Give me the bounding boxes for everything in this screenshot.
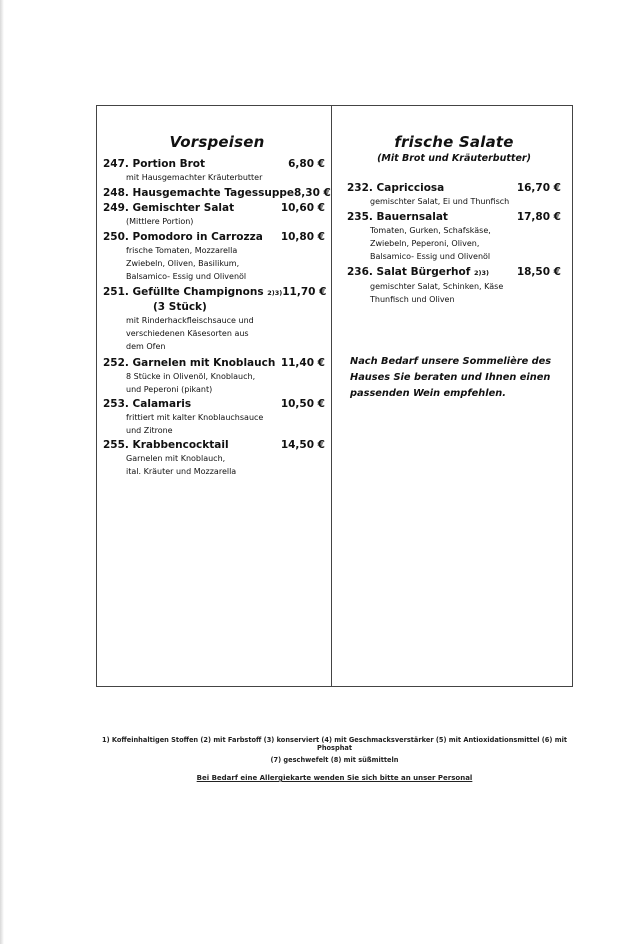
menu-item-line bbox=[103, 201, 325, 215]
menu-item-description: und Zitrone bbox=[126, 426, 173, 435]
menu-item-price: 10,80 € bbox=[280, 231, 325, 243]
menu-item-description: Thunfisch und Oliven bbox=[370, 295, 455, 304]
menu-item-name: 250. Pomodoro in Carrozza bbox=[103, 231, 263, 243]
menu-item bbox=[103, 201, 325, 228]
menu-item-line bbox=[103, 285, 325, 300]
menu-item-description: gemischter Salat, Schinken, Käse bbox=[370, 282, 504, 291]
menu-item-line bbox=[347, 210, 561, 224]
menu-item bbox=[103, 157, 325, 184]
menu-item-name: 232. Capricciosa bbox=[347, 182, 445, 194]
menu-item-line bbox=[103, 186, 331, 200]
menu-item-description: (Mittlere Portion) bbox=[126, 217, 194, 226]
page-edge-shadow bbox=[0, 0, 4, 944]
menu-item bbox=[103, 438, 325, 478]
menu-item-description: Garnelen mit Knoblauch, bbox=[126, 454, 226, 463]
menu-item-name: 236. Salat Bürgerhof 2)3) bbox=[347, 266, 489, 278]
menu-item-price: 8,30 € bbox=[293, 187, 331, 199]
menu-item-line bbox=[347, 181, 561, 195]
menu-item-price: 11,70 € bbox=[282, 286, 327, 298]
allergen-codes: 2)3) bbox=[473, 269, 489, 277]
menu-item-description: Balsamico- Essig und Olivenöl bbox=[126, 272, 247, 281]
menu-item bbox=[103, 230, 325, 283]
menu-item-name: 247. Portion Brot bbox=[103, 158, 206, 170]
menu-item-price: 11,40 € bbox=[280, 357, 325, 369]
sommelier-note-line: Hauses Sie beraten und Ihnen einen bbox=[350, 372, 551, 383]
menu-item-line bbox=[103, 230, 325, 244]
menu-item-description: Zwiebeln, Oliven, Basilikum, bbox=[126, 259, 240, 268]
appetizers-list bbox=[103, 157, 331, 478]
salads-subheading: (Mit Brot und Kräuterbutter) bbox=[377, 153, 531, 164]
menu-item-description: dem Ofen bbox=[126, 342, 166, 351]
appetizers-heading: Vorspeisen bbox=[169, 133, 265, 151]
menu-item-description: frische Tomaten, Mozzarella bbox=[126, 246, 238, 255]
menu-item-price: 6,80 € bbox=[288, 158, 325, 170]
menu-item-name: 248. Hausgemachte Tagessuppe bbox=[103, 187, 294, 199]
menu-item-name: 253. Calamaris bbox=[103, 398, 192, 410]
sommelier-note-line: Nach Bedarf unsere Sommelière des bbox=[350, 356, 552, 367]
salads-column bbox=[347, 106, 561, 402]
menu-item-price: 10,50 € bbox=[280, 398, 325, 410]
menu-item-line bbox=[103, 438, 325, 452]
menu-item-description: gemischter Salat, Ei und Thunfisch bbox=[370, 197, 510, 206]
menu-item-name: 255. Krabbencocktail bbox=[103, 439, 229, 451]
menu-item bbox=[347, 265, 561, 306]
menu-item bbox=[347, 210, 561, 263]
menu-item-description: verschiedenen Käsesorten aus bbox=[126, 329, 249, 338]
menu-item-portion: (3 Stück) bbox=[153, 301, 207, 313]
menu-item-description: Zwiebeln, Peperoni, Oliven, bbox=[370, 239, 480, 248]
menu-item-description: mit Rinderhackfleischsauce und bbox=[126, 316, 254, 325]
menu-item-line bbox=[347, 265, 561, 280]
menu-item-description: 8 Stücke in Olivenöl, Knoblauch, bbox=[126, 372, 256, 381]
menu-item-name: 249. Gemischter Salat bbox=[103, 202, 235, 214]
menu-item-price: 17,80 € bbox=[516, 211, 561, 223]
menu-item bbox=[347, 181, 561, 208]
sommelier-note bbox=[347, 354, 561, 402]
menu-item-description: und Peperoni (pikant) bbox=[126, 385, 213, 394]
menu-item-line bbox=[103, 157, 325, 171]
salads-heading: frische Salate bbox=[394, 133, 514, 151]
menu-item bbox=[103, 285, 325, 353]
menu-item-price: 10,60 € bbox=[280, 202, 325, 214]
sommelier-note-line: passenden Wein empfehlen. bbox=[350, 388, 506, 399]
menu-item-price: 16,70 € bbox=[516, 182, 561, 194]
menu-item bbox=[103, 356, 325, 396]
salads-list bbox=[347, 181, 561, 306]
menu-item-description: ital. Kräuter und Mozzarella bbox=[126, 467, 237, 476]
appetizers-column bbox=[103, 106, 331, 478]
allergy-card-notice: Bei Bedarf eine Allergiekarte wenden Sie sich bitte an unser Personal bbox=[196, 774, 473, 782]
menu-item-line bbox=[103, 356, 325, 370]
menu-item-name: 252. Garnelen mit Knoblauch bbox=[103, 357, 276, 369]
allergen-legend-line-2: (7) geschwefelt (8) mit süßmitteln bbox=[270, 756, 399, 764]
menu-item-description: Balsamico- Essig und Olivenöl bbox=[370, 252, 491, 261]
menu-item-name: 251. Gefüllte Champignons 2)3) bbox=[103, 286, 283, 298]
menu-item-line bbox=[103, 397, 325, 411]
allergen-codes: 2)3) bbox=[267, 289, 283, 297]
column-divider bbox=[331, 106, 332, 686]
menu-item bbox=[103, 397, 325, 437]
allergen-legend-line-1: 1) Koffeinhaltigen Stoffen (2) mit Farbstoff (3) konserviert (4) mit Geschmacksverstärker (5) mit Antioxidationsmittel (6) mit Phosphat bbox=[101, 736, 567, 752]
menu-item-price: 18,50 € bbox=[516, 266, 561, 278]
menu-item bbox=[103, 186, 331, 200]
menu-box bbox=[96, 105, 573, 687]
menu-item-description: mit Hausgemachter Kräuterbutter bbox=[126, 173, 263, 182]
menu-item-description: Tomaten, Gurken, Schafskäse, bbox=[370, 226, 491, 235]
menu-item-description: frittiert mit kalter Knoblauchsauce bbox=[126, 413, 264, 422]
menu-item-name: 235. Bauernsalat bbox=[347, 211, 448, 223]
menu-item-price: 14,50 € bbox=[280, 439, 325, 451]
